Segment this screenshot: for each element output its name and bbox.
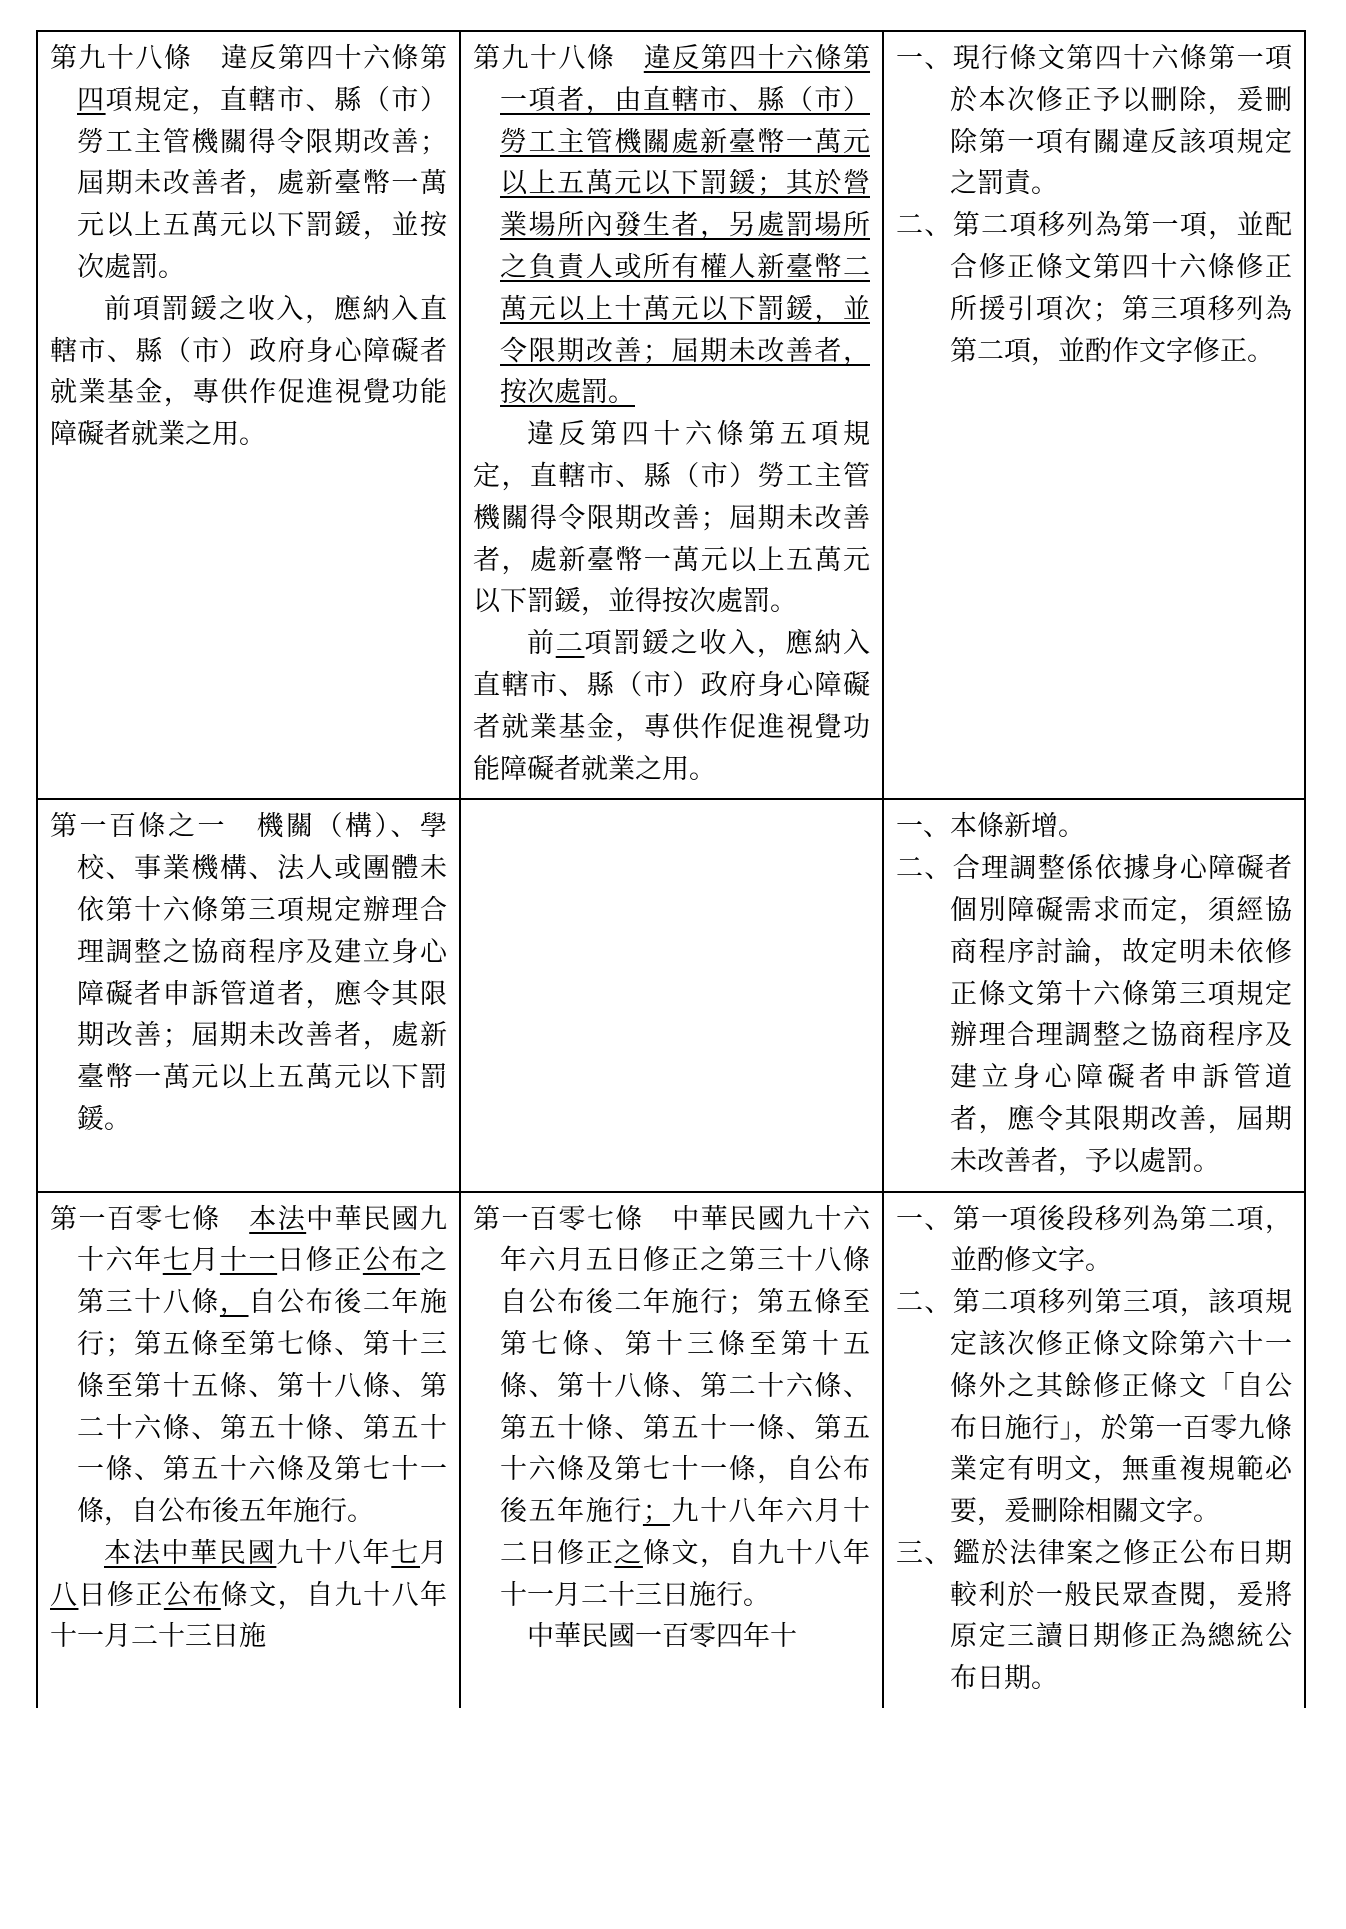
- amended-text-underline: 本法: [249, 1203, 307, 1235]
- article-text: [50, 806, 447, 1140]
- current-text-cell: [460, 1192, 883, 1709]
- amended-text-underline: 本法中華民國: [104, 1537, 277, 1569]
- amended-text-underline: 四: [77, 84, 106, 116]
- text-segment: 前項罰鍰之收入，應納入直轄市、縣（市）政府身心障礙者就業基金，專供作促進視覺功能障礙者就業之用。: [50, 293, 447, 451]
- text-segment: 九十八年六月十二日修正: [500, 1496, 871, 1569]
- table-row: [37, 1192, 1305, 1709]
- amended-text-underline: 公布: [163, 1579, 221, 1611]
- explanation-cell: [883, 31, 1305, 799]
- table-row: [37, 31, 1305, 799]
- amended-text-cell: [37, 799, 460, 1191]
- text-segment: 第一百條之一 機關（構）、學校、事業機構、法人或團體未依第十六條第三項規定辦理合理調整之協商程序及建立身心障礙者申訴管道者，應令其限期改善；屆期未改善者，處新臺幣一萬元以上五萬元以下罰鍰。: [50, 811, 447, 1135]
- article-text: [50, 1199, 447, 1533]
- explanation-item: 二、第二項移列第三項，該項規定該次修正條文除第六十一條外之其餘修正條文「自公布日施行」，於第一百零九條業定有明文，無重複規範必要，爰刪除相關文字。: [896, 1287, 1292, 1528]
- amended-text-underline: ；: [642, 1496, 670, 1528]
- amended-text-underline: 公布: [362, 1245, 421, 1277]
- text-segment: 月: [420, 1537, 448, 1569]
- amended-text-underline: ，: [219, 1287, 249, 1319]
- amended-text-cell: [37, 31, 460, 799]
- amended-text-underline: 八: [50, 1579, 79, 1611]
- comparison-table-body: [37, 31, 1305, 1708]
- text-segment: 條文，自九十八年十一月二十三日施: [50, 1579, 448, 1653]
- amended-text-underline: 七: [391, 1537, 421, 1569]
- text-segment: 項規定，直轄市、縣（市）勞工主管機關得令限期改善；屆期未改善者，處新臺幣一萬元以上五萬元以下罰鍰，並按次處罰。: [77, 84, 448, 283]
- amended-text-underline: 七: [162, 1245, 192, 1277]
- explanation-cell: [883, 799, 1305, 1191]
- explanation-cell: [883, 1192, 1305, 1709]
- text-segment: 九十八年: [276, 1537, 392, 1569]
- article-paragraph: [473, 623, 870, 790]
- explanation-item: 一、本條新增。: [896, 811, 1085, 843]
- article-paragraph: [50, 289, 447, 456]
- explanation-item: 二、第二項移列為第一項，並配合修正條文第四十六條修正所援引項次；第三項移列為第二項，並酌作文字修正。: [896, 210, 1292, 367]
- text-segment: 中華民國九十六年: [77, 1203, 448, 1277]
- explanation-item: 二、合理調整係依據身心障礙者個別障礙需求而定，須經協商程序討論，故定明未依修正條文第十六條第三項規定辦理合理調整之協商程序及建立身心障礙者申訴管道者，應令其限期改善，屆期未改善者，予以處罰。: [896, 853, 1292, 1177]
- explanation-item: 三、鑑於法律案之修正公布日期較利於一般民眾查閱，爰將原定三讀日期修正為總統公布日期。: [896, 1537, 1292, 1695]
- text-segment: 之第三十八條: [77, 1245, 448, 1319]
- current-text-cell: [460, 799, 883, 1191]
- text-segment: 條文，自九十八年十一月二十三日施行。: [500, 1537, 871, 1611]
- text-segment: 第一百零七條 中華民國九十六年六月五日修正之第三十八條自公布後二年施行；第五條至第七條、第十三條至第十五條、第十八條、第二十六條、第五十條、第五十一條、第五十六條及第七十一條，自公布後五年施行: [473, 1203, 870, 1528]
- article-paragraph: [473, 414, 870, 623]
- amended-text-underline: 十一: [219, 1245, 278, 1277]
- text-segment: 日修正: [277, 1245, 363, 1277]
- text-segment: 日修正: [78, 1579, 164, 1611]
- current-text-cell: [460, 31, 883, 799]
- article-paragraph: [50, 1533, 447, 1658]
- amended-text-cell: [37, 1192, 460, 1709]
- text-segment: 第九十八條 違反第四十六條第: [50, 43, 447, 74]
- explanation-item: 一、現行條文第四十六條第一項於本次修正予以刪除，爰刪除第一項有關違反該項規定之罰責。: [896, 43, 1292, 200]
- text-segment: 違反第四十六條第五項規定，直轄市、縣（市）勞工主管機關得令限期改善；屆期未改善者，處新臺幣一萬元以上五萬元以下罰鍰，並得按次處罰。: [473, 419, 870, 618]
- amended-text-underline: 之: [614, 1537, 643, 1569]
- text-segment: 中華民國一百零四年十: [527, 1621, 797, 1653]
- text-segment: 前: [527, 628, 556, 660]
- explanation-item: 一、第一項後段移列為第二項，並酌修文字。: [896, 1203, 1292, 1277]
- text-segment: 項罰鍰之收入，應納入直轄市、縣（市）政府身心障礙者就業基金，專供作促進視覺功能障礙者就業之用。: [473, 628, 871, 785]
- amended-text-underline: 違反第四十六條第一項者，由直轄市、縣（市）勞工主管機關處新臺幣一萬元以上五萬元以下罰鍰；其於營業場所內發生者，另處罰場所之負責人或所有權人新臺幣二萬元以上十萬元以下罰鍰，並令限期改善；屆期未改善者，按次處罰。: [500, 43, 871, 409]
- text-segment: 自公布後二年施行；第五條至第七條、第十三條至第十五條、第十八條、第二十六條、第五十條、第五十一條、第五十六條及第七十一條，自公布後五年施行。: [77, 1287, 448, 1528]
- article-text: [473, 38, 870, 414]
- text-segment: 月: [191, 1245, 220, 1277]
- article-paragraph: [473, 1616, 870, 1658]
- text-segment: 第一百零七條: [50, 1203, 250, 1235]
- table-row: [37, 799, 1305, 1191]
- article-text: [473, 1199, 870, 1617]
- text-segment: 第九十八條: [473, 43, 644, 74]
- amended-text-underline: 二: [555, 628, 585, 660]
- article-text: [50, 38, 447, 289]
- comparison-table: [36, 30, 1306, 1708]
